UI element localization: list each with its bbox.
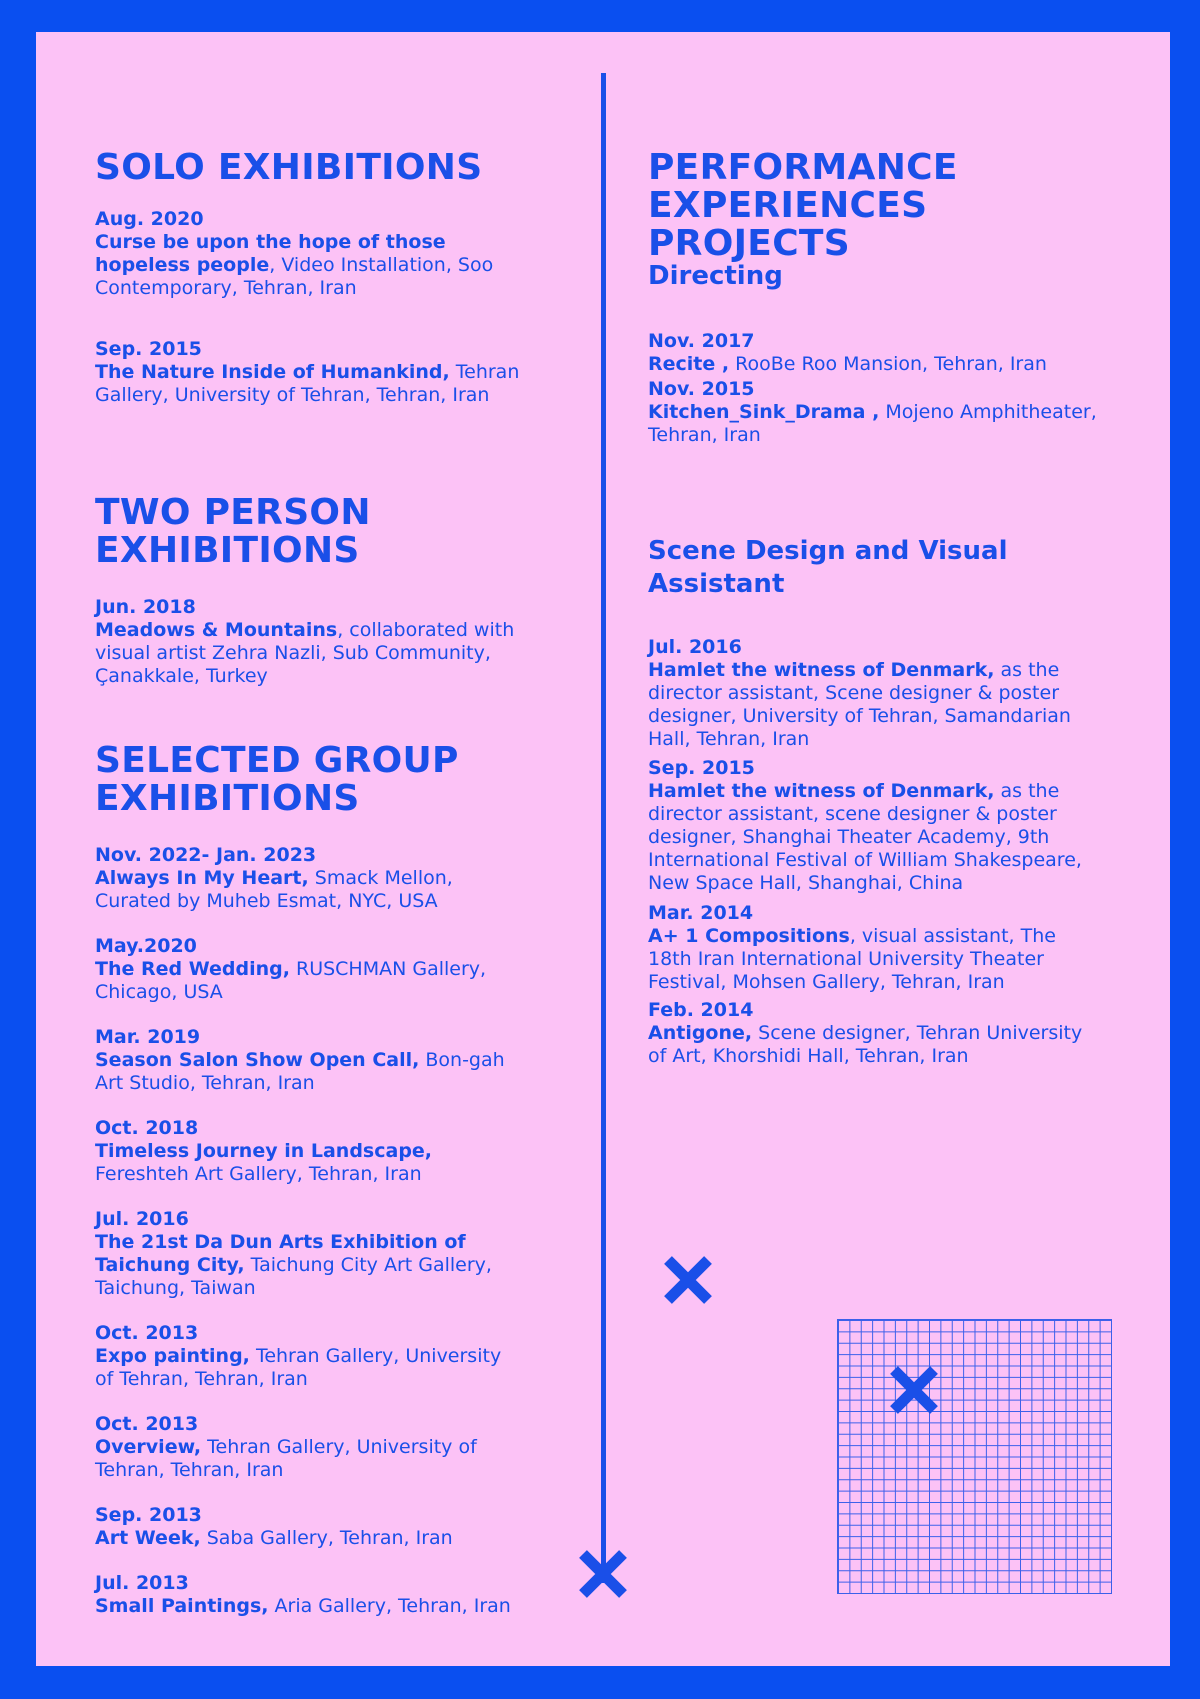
directing-subheading: Directing (648, 261, 783, 291)
entry-date: Sep. 2015 (648, 757, 755, 779)
list-item (95, 935, 495, 1004)
entry-detail: Mojeno Amphitheater, Tehran, Iran (648, 401, 1097, 446)
list-item (95, 1117, 525, 1186)
entry-detail: Taichung City Art Gallery, Taichung, Taiwan (95, 1254, 492, 1299)
entry-title: A+ 1 Compositions (648, 925, 850, 947)
entry-detail: Bon-gah Art Studio, Tehran, Iran (95, 1049, 505, 1094)
entry-title: The 21st Da Dun Arts Exhibition of Taichung City, (95, 1231, 466, 1276)
entry-date: Feb. 2014 (648, 999, 754, 1021)
entry-title: Small Paintings, (95, 1595, 269, 1617)
list-item (95, 1504, 525, 1550)
entry-title: Hamlet the witness of Denmark, (648, 780, 995, 802)
entry-detail: Tehran Gallery, University of Tehran, Tehran, Iran (95, 1436, 477, 1481)
entry-detail: , collaborated with visual artist Zehra Nazli, Sub Community, Çanakkale, Turkey (95, 619, 515, 687)
performance-heading: PERFORMANCE EXPERIENCES PROJECTS (648, 147, 958, 264)
entry-title: Always In My Heart, (95, 867, 309, 889)
entry-date: Jul. 2013 (95, 1572, 189, 1594)
entry-date: Nov. 2017 (648, 330, 755, 352)
entry-date: Jun. 2018 (95, 596, 196, 618)
list-item (95, 208, 525, 300)
entry-title: Recite , (648, 353, 730, 375)
entry-detail: Scene designer, Tehran University of Art, Khorshidi Hall, Tehran, Iran (648, 1022, 1083, 1067)
list-item (648, 757, 1103, 895)
entry-detail: Tehran Gallery, University of Tehran, Tehran, Iran (95, 361, 520, 406)
entry-title: Meadows & Mountains (95, 619, 338, 641)
entry-date: May.2020 (95, 935, 197, 957)
entry-title: Kitchen_Sink_Drama , (648, 401, 880, 423)
entry-date: Nov. 2015 (648, 378, 755, 400)
entry-date: Jul. 2016 (648, 636, 742, 658)
two-person-exhibitions-heading: TWO PERSON EXHIBITIONS (95, 492, 371, 571)
entry-detail: Aria Gallery, Tehran, Iran (268, 1595, 511, 1617)
list-item (95, 1208, 535, 1300)
cross-mark-icon (888, 1364, 940, 1416)
list-item (95, 1322, 525, 1391)
list-item (95, 1413, 495, 1482)
entry-detail: as the director assistant, scene designer & poster designer, Shanghai Theater Academy, 9th International Festival of William Shakespeare, New Space Hall, Shanghai, China (648, 780, 1082, 894)
entry-date: Jul. 2016 (95, 1208, 189, 1230)
entry-title: The Red Wedding, (95, 958, 290, 980)
entry-date: Sep. 2013 (95, 1504, 202, 1526)
entry-detail: RUSCHMAN Gallery, Chicago, USA (95, 958, 487, 1003)
entry-detail: , Video Installation, Soo Contemporary, Tehran, Iran (95, 254, 494, 299)
solo-exhibitions-heading: SOLO EXHIBITIONS (95, 147, 483, 188)
cross-mark-icon (577, 1548, 629, 1600)
entry-date: Oct. 2013 (95, 1322, 199, 1344)
scene-design-subheading: Scene Design and Visual Assistant (648, 536, 1008, 599)
entry-title: Hamlet the witness of Denmark, (648, 659, 995, 681)
entry-date: Mar. 2019 (95, 1026, 201, 1048)
vertical-divider (601, 73, 606, 1583)
cv-page (36, 32, 1170, 1666)
list-item (95, 844, 525, 913)
entry-date: Oct. 2018 (95, 1117, 199, 1139)
grid-pattern (837, 1319, 1112, 1594)
entry-title: Overview, (95, 1436, 202, 1458)
entry-detail: Tehran Gallery, University of Tehran, Tehran, Iran (95, 1345, 502, 1390)
group-exhibitions-heading: SELECTED GROUP EXHIBITIONS (95, 740, 459, 819)
entry-title: Season Salon Show Open Call, (95, 1049, 420, 1071)
entry-date: Mar. 2014 (648, 902, 754, 924)
list-item (648, 378, 1098, 447)
entry-detail: Saba Gallery, Tehran, Iran (200, 1527, 453, 1549)
cross-mark-icon (662, 1254, 714, 1306)
entry-date: Sep. 2015 (95, 338, 202, 360)
entry-detail: Smack Mellon, Curated by Muheb Esmat, NYC, USA (95, 867, 453, 912)
entry-detail: , visual assistant, The 18th Iran International University Theater Festival, Mohsen Gallery, Tehran, Iran (648, 925, 1056, 993)
list-item (648, 902, 1103, 994)
list-item (95, 338, 525, 407)
list-item (95, 1026, 525, 1095)
entry-title: Antigone, (648, 1022, 753, 1044)
entry-date: Nov. 2022- Jan. 2023 (95, 844, 317, 866)
entry-title: Curse be upon the hope of those hopeless people (95, 231, 446, 276)
list-item (648, 999, 1103, 1068)
entry-title: Timeless Journey in Landscape, (95, 1140, 433, 1162)
list-item (648, 330, 1098, 376)
entry-detail: Fereshteh Art Gallery, Tehran, Iran (95, 1163, 422, 1185)
list-item (95, 596, 515, 688)
entry-date: Oct. 2013 (95, 1413, 199, 1435)
entry-detail: RooBe Roo Mansion, Tehran, Iran (729, 353, 1047, 375)
entry-title: Art Week, (95, 1527, 201, 1549)
list-item (95, 1572, 535, 1618)
list-item (648, 636, 1103, 751)
entry-title: The Nature Inside of Humankind, (95, 361, 450, 383)
entry-detail: as the director assistant, Scene designer & poster designer, University of Tehran, Samandarian Hall, Tehran, Iran (648, 659, 1071, 750)
entry-title: Expo painting, (95, 1345, 250, 1367)
entry-date: Aug. 2020 (95, 208, 204, 230)
